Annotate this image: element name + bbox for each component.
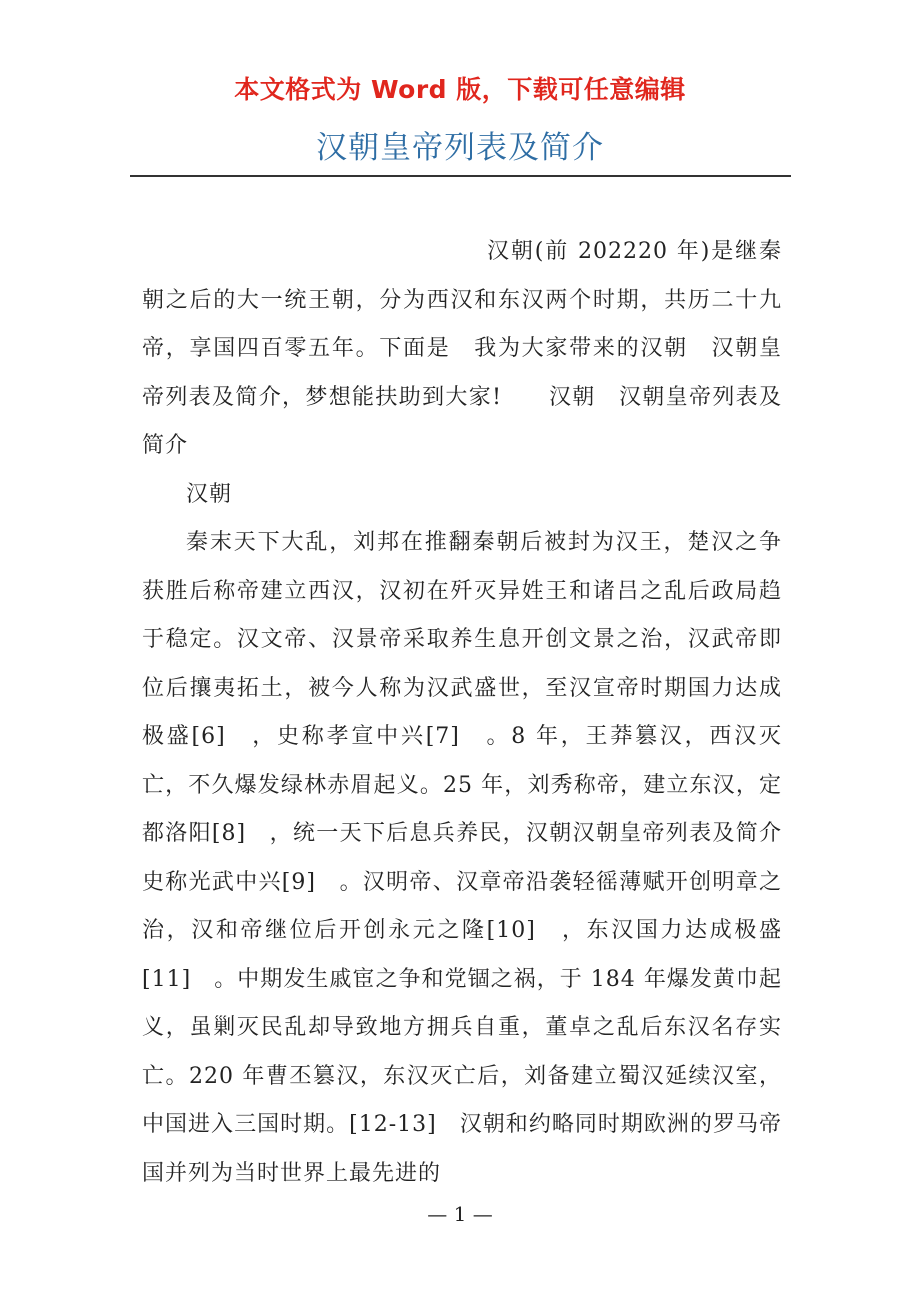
title-divider [130,175,791,177]
format-banner: 本文格式为 Word 版，下载可任意编辑 [234,75,686,104]
page-number: — 1 — [427,1202,493,1226]
intro-paragraph: 汉朝(前 202220 年)是继秦朝之后的大一统王朝，分为西汉和东汉两个时期，共历二十九帝，享国四百零五年。下面是 我为大家带来的汉朝 汉朝皇帝列表及简介，梦想能扶助到大家! 汉朝 汉朝皇帝列表及简介 [142,239,782,458]
section-heading: 汉朝 [186,481,233,507]
page-title: 汉朝皇帝列表及简介 [316,130,604,166]
document-body [142,228,782,1198]
history-paragraph: 秦末天下大乱，刘邦在推翻秦朝后被封为汉王，楚汉之争获胜后称帝建立西汉，汉初在歼灭异姓王和诸吕之乱后政局趋于稳定。汉文帝、汉景帝采取养生息开创文景之治，汉武帝即位后攘夷拓土，被今人称为汉武盛世，至汉宣帝时期国力达成极盛[6] ，史称孝宣中兴[7] 。8 年，王莽篡汉，西汉灭亡，不久爆发绿林赤眉起义。25 年，刘秀称帝，建立东汉，定都洛阳[8] ，统一天下后息兵养民，汉朝汉朝皇帝列表及简介史称光武中兴[9] 。汉明帝、汉章帝沿袭轻徭薄赋开创明章之治，汉和帝继位后开创永元之隆[10] ，东汉国力达成极盛[11] 。中期发生戚宦之争和党锢之祸，于 184 年爆发黄巾起义，虽剿灭民乱却导致地方拥兵自重，董卓之乱后东汉名存实亡。220 年曹丕篡汉，东汉灭亡后，刘备建立蜀汉延续汉室，中国进入三国时期。[12-13] 汉朝和约略同时期欧洲的罗马帝国并列为当时世界上最先进的 [142,530,782,1186]
